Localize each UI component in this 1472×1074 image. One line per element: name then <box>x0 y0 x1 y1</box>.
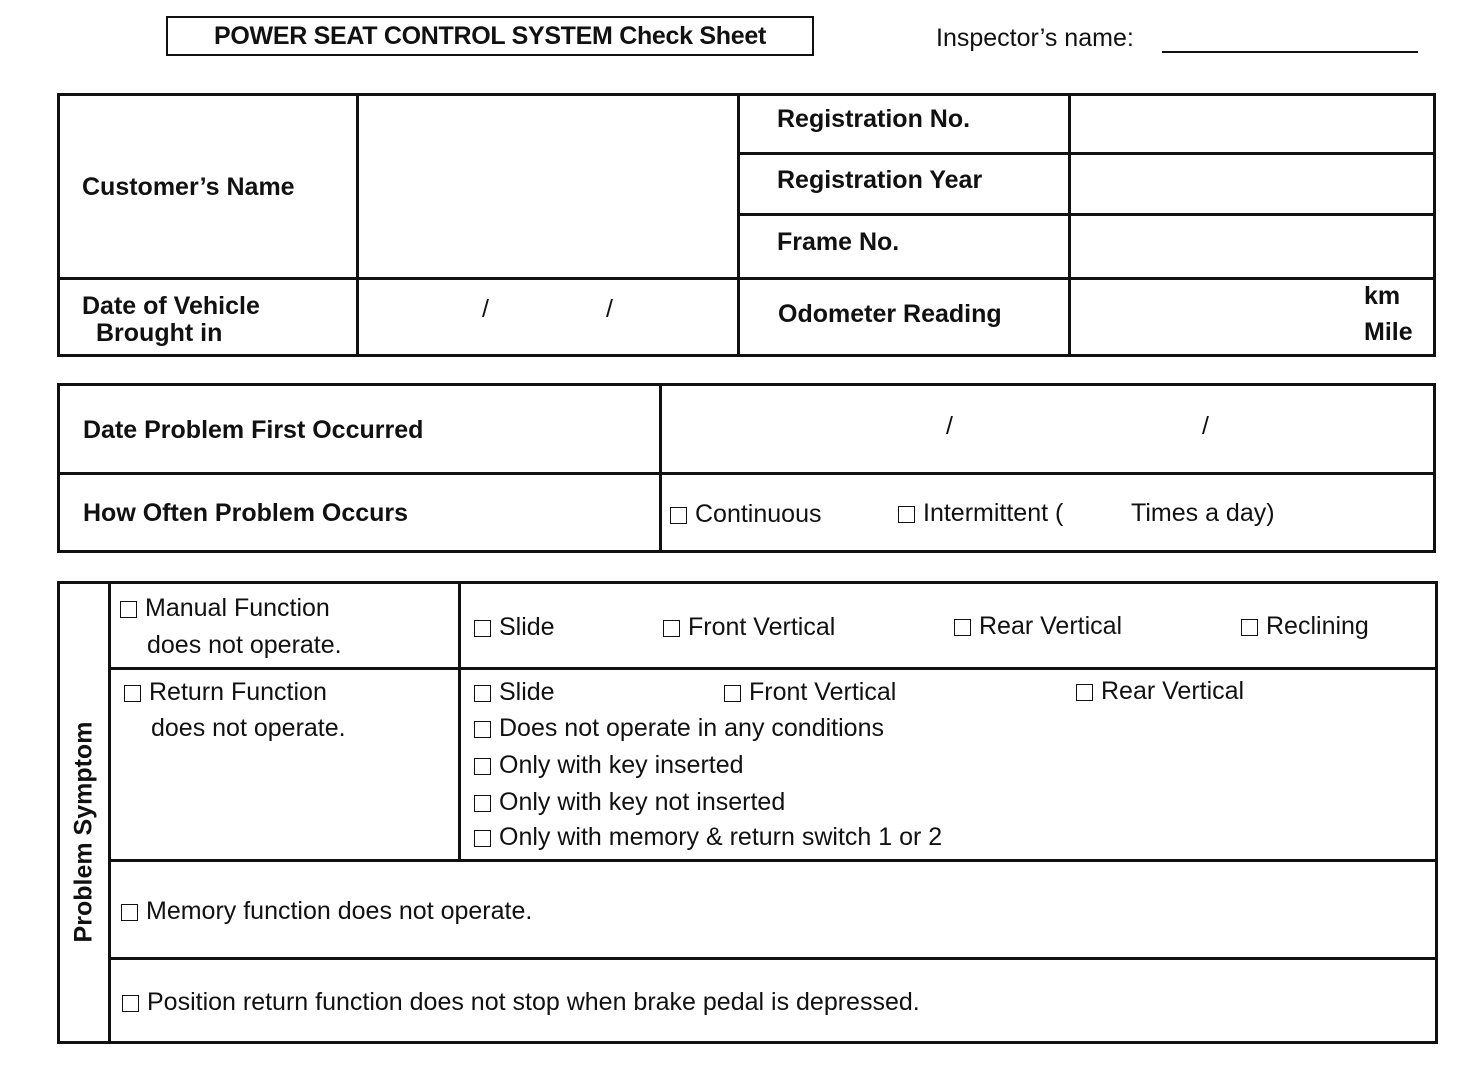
continuous-checkbox[interactable] <box>670 507 687 524</box>
customer-name-field[interactable] <box>362 99 732 273</box>
manual-function-label: Manual Function <box>145 594 330 622</box>
manual-function-checkbox[interactable] <box>120 601 137 618</box>
unit-km-label: km <box>1364 282 1401 310</box>
manual-reclining-checkbox[interactable] <box>1241 619 1258 636</box>
date-first-occurred-label: Date Problem First Occurred <box>83 416 424 444</box>
vehicle-table-divider <box>737 93 740 357</box>
condition-memory-switch-option[interactable] <box>474 823 942 852</box>
unit-mile-label: Mile <box>1364 318 1413 346</box>
continuous-option[interactable] <box>670 500 821 529</box>
return-slide-option[interactable] <box>474 678 555 707</box>
vehicle-table-divider <box>737 213 1436 216</box>
condition-any-label: Does not operate in any conditions <box>499 714 884 742</box>
how-often-label: How Often Problem Occurs <box>83 499 409 527</box>
problem-symptom-label: Problem Symptom <box>69 721 98 943</box>
condition-key-inserted-checkbox[interactable] <box>474 758 491 775</box>
return-slide-checkbox[interactable] <box>474 685 491 702</box>
times-a-day-field[interactable] <box>1088 494 1128 534</box>
condition-key-not-inserted-checkbox[interactable] <box>474 795 491 812</box>
manual-reclining-option[interactable] <box>1241 612 1369 641</box>
symptom-table-divider <box>108 859 1438 862</box>
vehicle-table-divider <box>737 152 1436 155</box>
manual-rear-vertical-label: Rear Vertical <box>979 612 1123 640</box>
vehicle-table-divider <box>1068 93 1071 357</box>
return-front-vertical-label: Front Vertical <box>749 678 897 706</box>
manual-slide-checkbox[interactable] <box>474 620 491 637</box>
return-function-label-line2: does not operate. <box>151 714 346 742</box>
condition-any-option[interactable] <box>474 714 884 743</box>
inspector-name-label: Inspector’s name: <box>936 24 1134 52</box>
occurrence-table-divider <box>659 383 662 553</box>
condition-any-checkbox[interactable] <box>474 721 491 738</box>
frame-no-field[interactable] <box>1074 219 1430 274</box>
return-rear-vertical-checkbox[interactable] <box>1076 684 1093 701</box>
page-title: POWER SEAT CONTROL SYSTEM Check Sheet <box>166 16 814 56</box>
position-return-option[interactable] <box>122 988 920 1017</box>
return-function-label: Return Function <box>149 678 327 706</box>
date-separator: / <box>1202 412 1209 440</box>
return-front-vertical-checkbox[interactable] <box>724 685 741 702</box>
occurrence-table-divider <box>57 472 1436 475</box>
vehicle-table-divider <box>57 277 1436 280</box>
memory-function-checkbox[interactable] <box>121 904 138 921</box>
date-brought-in-label-line1: Date of Vehicle <box>82 292 260 320</box>
return-rear-vertical-label: Rear Vertical <box>1101 677 1245 705</box>
manual-front-vertical-option[interactable] <box>663 613 835 642</box>
registration-no-field[interactable] <box>1074 99 1430 149</box>
return-front-vertical-option[interactable] <box>724 678 896 707</box>
intermittent-checkbox[interactable] <box>898 506 915 523</box>
customer-name-label: Customer’s Name <box>82 173 295 201</box>
condition-memory-switch-label: Only with memory & return switch 1 or 2 <box>499 823 943 851</box>
condition-memory-switch-checkbox[interactable] <box>474 830 491 847</box>
date-brought-in-field[interactable] <box>362 283 732 351</box>
position-return-checkbox[interactable] <box>122 995 139 1012</box>
return-function-option[interactable] <box>124 678 327 707</box>
registration-year-field[interactable] <box>1074 158 1430 210</box>
odometer-field[interactable] <box>1074 283 1354 351</box>
return-slide-label: Slide <box>499 678 555 706</box>
memory-function-label: Memory function does not operate. <box>146 897 533 925</box>
manual-slide-option[interactable] <box>474 613 555 642</box>
condition-key-not-inserted-label: Only with key not inserted <box>499 788 786 816</box>
manual-front-vertical-label: Front Vertical <box>688 613 836 641</box>
position-return-label: Position return function does not stop when brake pedal is depressed. <box>147 988 920 1016</box>
vehicle-table-divider <box>356 93 359 357</box>
condition-key-inserted-option[interactable] <box>474 751 744 780</box>
registration-year-label: Registration Year <box>777 166 983 194</box>
intermittent-label: Intermittent ( <box>923 499 1064 527</box>
manual-rear-vertical-checkbox[interactable] <box>954 619 971 636</box>
condition-key-not-inserted-option[interactable] <box>474 788 785 817</box>
date-separator: / <box>946 412 953 440</box>
manual-function-option[interactable] <box>120 594 330 623</box>
date-brought-in-label-line2: Brought in <box>96 319 223 347</box>
date-separator: / <box>482 295 489 323</box>
symptom-table-divider <box>458 581 461 862</box>
manual-rear-vertical-option[interactable] <box>954 612 1122 641</box>
date-first-occurred-field[interactable] <box>665 389 1430 469</box>
manual-function-label-line2: does not operate. <box>147 631 342 659</box>
manual-slide-label: Slide <box>499 613 555 641</box>
frame-no-label: Frame No. <box>777 228 900 256</box>
odometer-label: Odometer Reading <box>778 300 1002 328</box>
return-function-checkbox[interactable] <box>124 685 141 702</box>
manual-front-vertical-checkbox[interactable] <box>663 620 680 637</box>
registration-no-label: Registration No. <box>777 105 971 133</box>
intermittent-option[interactable] <box>898 499 1063 528</box>
times-a-day-label: Times a day) <box>1131 499 1275 527</box>
inspector-name-field[interactable] <box>1162 51 1418 53</box>
return-rear-vertical-option[interactable] <box>1076 677 1244 706</box>
condition-key-inserted-label: Only with key inserted <box>499 751 744 779</box>
problem-symptom-heading <box>48 700 120 964</box>
memory-function-option[interactable] <box>121 897 532 926</box>
date-separator: / <box>606 295 613 323</box>
manual-reclining-label: Reclining <box>1266 612 1369 640</box>
symptom-table-divider <box>108 667 1438 670</box>
continuous-label: Continuous <box>695 500 822 528</box>
symptom-table-divider <box>108 957 1438 960</box>
